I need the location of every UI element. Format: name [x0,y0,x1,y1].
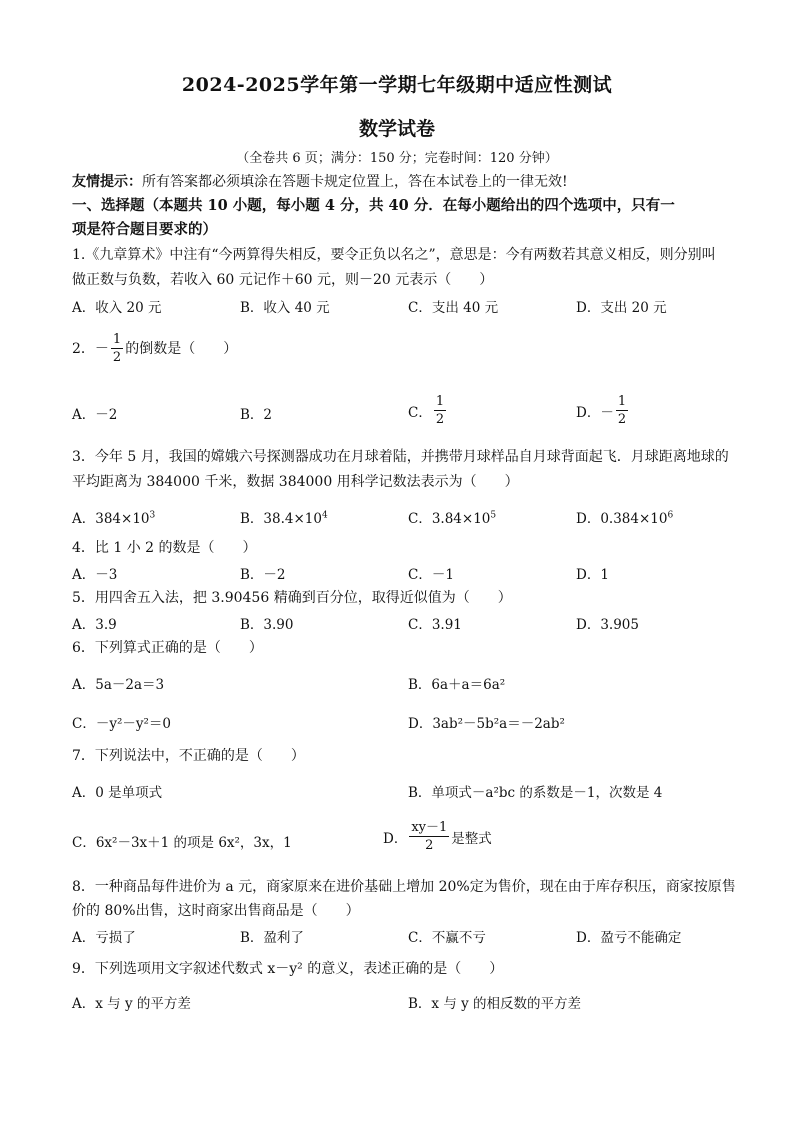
q7-option-a: A．0 是单项式 [72,785,163,801]
q9-option-a: A．x 与 y 的平方差 [72,996,191,1012]
q3-option-d [576,507,673,527]
q2-prefix: 2．－ [72,340,109,357]
subject-title: 数学试卷 [358,118,435,140]
q2-option-d-fraction [616,394,628,427]
q8-stem-line1: 8．一种商品每件进价为 a 元，商家原来在进价基础上增加 20%定为售价，现在由于库存积压，商家按原售 [72,879,736,895]
q5-option-b: B．3.90 [240,617,294,633]
q3-option-a [72,507,155,527]
q3-option-d-exponent: 6 [667,510,674,521]
q8-option-b: B．盈利了 [240,930,304,946]
q8-stem-line2: 价的 80%出售，这时商家出售商品是（ ） [72,903,360,919]
q3-option-c [408,507,496,527]
q4-stem: 4．比 1 小 2 的数是（ ） [72,540,257,556]
q7-option-d [383,820,492,853]
q3-option-a-exponent: 3 [149,510,156,521]
q7-option-d-label: D． [383,830,408,847]
q2-stem [72,332,237,365]
q2-fraction-denominator: 2 [112,350,122,365]
q8-option-c: C．不赢不亏 [408,930,486,946]
q1-stem-line1: 1.《九章算术》中注有“今两算得失相反，要令正负以名之”，意思是：今有两数若其意义相反，则分别叫 [72,247,716,263]
q2-option-c [408,394,448,427]
q2-option-d-label: D．－ [576,404,614,421]
q3-option-a-base: A．384×10 [72,511,150,527]
exam-title: 2024-2025学年第一学期七年级期中适应性测试 [181,74,613,96]
q4-option-c: C．－1 [408,567,454,583]
q2-option-d-numerator: 1 [617,394,627,409]
q2-option-d-denominator: 2 [617,412,627,427]
q7-option-d-suffix: 是整式 [451,830,492,847]
q6-option-c: C．－y²－y²＝0 [72,716,171,732]
q6-option-a: A．5a－2a＝3 [72,677,165,693]
q3-option-b-exponent: 4 [321,510,328,521]
q7-option-d-numerator: xy－1 [411,820,448,835]
q3-option-b [240,507,328,527]
q5-option-c: C．3.91 [408,617,462,633]
q3-option-c-exponent: 5 [490,510,497,521]
exam-info: （全卷共 6 页；满分：150 分；完卷时间：120 分钟） [236,151,558,166]
tip-label: 友情提示： [72,174,142,190]
q2-option-b: B．2 [240,407,273,423]
q1-option-b: B．收入 40 元 [240,300,330,316]
q8-option-a: A．亏损了 [72,930,136,946]
q2-fraction-numerator: 1 [112,332,122,347]
q1-option-d: D．支出 20 元 [576,300,667,316]
section-heading-line1: 一、选择题（本题共 10 小题，每小题 4 分，共 40 分．在每小题给出的四个选项中，只有一 [72,197,675,214]
q3-option-b-base: B．38.4×10 [240,511,322,527]
q4-option-b: B．－2 [240,567,286,583]
q2-option-c-label: C． [408,404,432,421]
q5-option-a: A．3.9 [72,617,117,633]
q9-option-b: B．x 与 y 的相反数的平方差 [408,996,582,1012]
q3-option-d-base: D．0.384×10 [576,511,668,527]
section-heading-line2: 项是符合题目要求的） [72,221,217,238]
q2-option-c-denominator: 2 [435,412,445,427]
q2-suffix: 的倒数是（ ） [125,340,238,357]
tip-text: 所有答案都必须填涂在答题卡规定位置上，答在本试卷上的一律无效! [142,174,568,190]
q7-option-d-fraction [409,820,449,853]
q9-stem: 9．下列选项用文字叙述代数式 x－y² 的意义，表述正确的是（ ） [72,961,504,977]
q5-stem: 5．用四舍五入法，把 3.90456 精确到百分位，取得近似值为（ ） [72,590,512,606]
q3-stem-line1: 3．今年 5 月，我国的嫦娥六号探测器成功在月球着陆，并携带月球样品自月球背面起飞．月球距离地球的 [72,449,729,465]
q7-option-b: B．单项式－a²bc 的系数是－1，次数是 4 [408,785,663,801]
q3-stem-line2: 平均距离为 384000 千米，数据 384000 用科学记数法表示为（ ） [72,474,519,490]
q6-option-d: D．3ab²－5b²a＝－2ab² [408,716,565,732]
tip-line [72,171,568,193]
q7-option-d-denominator: 2 [425,838,434,853]
q5-option-d: D．3.905 [576,617,639,633]
q8-option-d: D．盈亏不能确定 [576,930,682,946]
q2-option-c-numerator: 1 [435,394,445,409]
q2-fraction [111,332,123,365]
q3-option-c-base: C．3.84×10 [408,511,491,527]
q1-option-c: C．支出 40 元 [408,300,499,316]
q4-option-a: A．－3 [72,567,118,583]
q2-option-d [576,394,630,427]
q1-option-a: A．收入 20 元 [72,300,162,316]
q2-option-a: A．－2 [72,407,118,423]
q7-stem: 7．下列说法中，不正确的是（ ） [72,748,305,764]
q4-option-d: D．1 [576,567,609,583]
q2-option-c-fraction [434,394,446,427]
q6-option-b: B．6a＋a＝6a² [408,677,506,693]
q6-stem: 6．下列算式正确的是（ ） [72,640,263,656]
q1-stem-line2: 做正数与负数，若收入 60 元记作＋60 元，则－20 元表示（ ） [72,272,494,288]
q7-option-c: C．6x²－3x＋1 的项是 6x²，3x，1 [72,835,292,851]
